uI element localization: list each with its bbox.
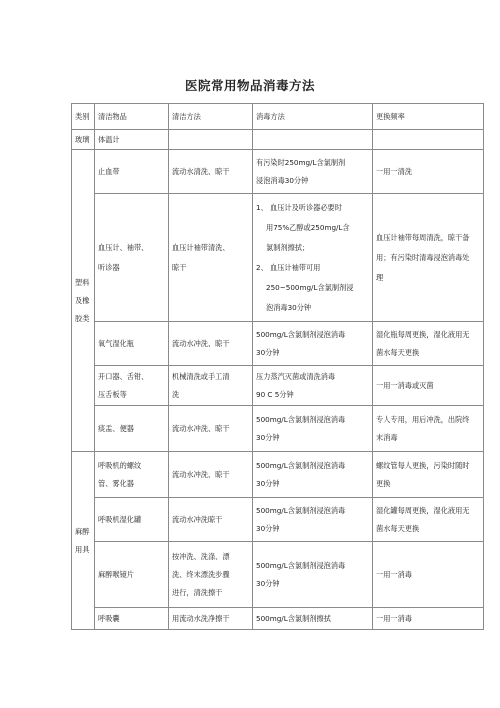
clean-cell: 流动水清洗、晾干 (169, 150, 253, 194)
header-category: 类别 (72, 104, 95, 130)
disinfect-cell: 压力蒸汽灭菌或清洗消毒 90 C 5分钟 (253, 366, 373, 406)
clean-cell: 流动水冲洗、晾干 (169, 406, 253, 452)
table-row (72, 498, 484, 542)
disinfect-cell: 1、 血压计及听诊器必要时 用75%乙醇或250mg/L含 氯制剂擦拭； 2、 血压计袖带可用 250~500mg/L含氯制剂浸 泡消毒30分钟 (253, 194, 373, 322)
item-cell: 氧气湿化瓶 (95, 322, 169, 366)
item-cell: 血压计、袖带、 听诊器 (95, 194, 169, 322)
freq-cell: 一用一消毒 (373, 542, 484, 608)
freq-cell: 专人专用，用后冲洗，出院终 末消毒 (373, 406, 484, 452)
table-row (72, 366, 484, 406)
item-cell: 体温计 (95, 130, 169, 150)
disinfect-cell: 500mg/L含氯制剂浸泡消毒 30分钟 (253, 406, 373, 452)
clean-cell: 用流动水洗净擦干 (169, 608, 253, 630)
clean-cell: 流动水冲洗、晾干 (169, 322, 253, 366)
item-cell: 开口器、舌钳、 压舌板等 (95, 366, 169, 406)
freq-cell: 湿化瓶每周更换，湿化液用无 菌水每天更换 (373, 322, 484, 366)
category-cell: 塑料 及橡 胶类 (72, 150, 95, 452)
table-row (72, 194, 484, 322)
disinfect-cell: 有污染时250mg/L含氯制剂 浸泡消毒30分钟 (253, 150, 373, 194)
category-cell: 玻璃 (72, 130, 95, 150)
table-row (72, 608, 484, 630)
category-cell: 麻醉 用具 (72, 452, 95, 630)
clean-cell: 血压计袖带清洗、 晾干 (169, 194, 253, 322)
header-frequency: 更换频率 (373, 104, 484, 130)
freq-cell: 一用一消毒或灭菌 (373, 366, 484, 406)
table-row (72, 130, 484, 150)
freq-cell: 一用一消毒 (373, 608, 484, 630)
table-row (72, 406, 484, 452)
item-cell: 止血带 (95, 150, 169, 194)
freq-cell: 血压计袖带每周清洗，晾干备 用；有污染时清毒浸泡消毒处 理 (373, 194, 484, 322)
item-cell: 呼吸机的螺纹 管、雾化器 (95, 452, 169, 498)
clean-cell: 按冲洗、洗涤、漂 洗、终末漂洗步骤 进行，清洗擦干 (169, 542, 253, 608)
item-cell: 麻醉喉镜片 (95, 542, 169, 608)
clean-cell: 机械清洗或手工清 洗 (169, 366, 253, 406)
table-row (72, 322, 484, 366)
page-title: 医院常用物品消毒方法 (184, 78, 315, 93)
header-row (72, 104, 484, 130)
freq-cell: 湿化罐每周更换，湿化液用无 菌水每天更换 (373, 498, 484, 542)
disinfect-cell: 500mg/L含氯制剂浸泡消毒 30分钟 (253, 452, 373, 498)
header-cleaning-method: 清洁方法 (169, 104, 253, 130)
disinfect-cell: 500mg/L含氯制剂浸泡消毒 30分钟 (253, 322, 373, 366)
clean-cell: 流动水冲洗、晾干 (169, 452, 253, 498)
table-row (72, 150, 484, 194)
header-disinfection-method: 消毒方法 (253, 104, 373, 130)
disinfect-cell: 500mg/L含氯制剂浸泡消毒 30分钟 (253, 542, 373, 608)
header-item: 清洁物品 (95, 104, 169, 130)
item-cell: 痰盂、便器 (95, 406, 169, 452)
disinfect-cell: 500mg/L含氯制剂擦拭 (253, 608, 373, 630)
disinfection-table (71, 103, 484, 630)
clean-cell: 流动水冲洗晾干 (169, 498, 253, 542)
item-cell: 呼吸机湿化罐 (95, 498, 169, 542)
disinfect-cell: 500mg/L含氯制剂浸泡消毒 30分钟 (253, 498, 373, 542)
freq-cell: 一用一清洗 (373, 150, 484, 194)
table-row (72, 452, 484, 498)
table-row (72, 542, 484, 608)
item-cell: 呼吸囊 (95, 608, 169, 630)
freq-cell: 螺纹管每人更换，污染时随时 更换 (373, 452, 484, 498)
